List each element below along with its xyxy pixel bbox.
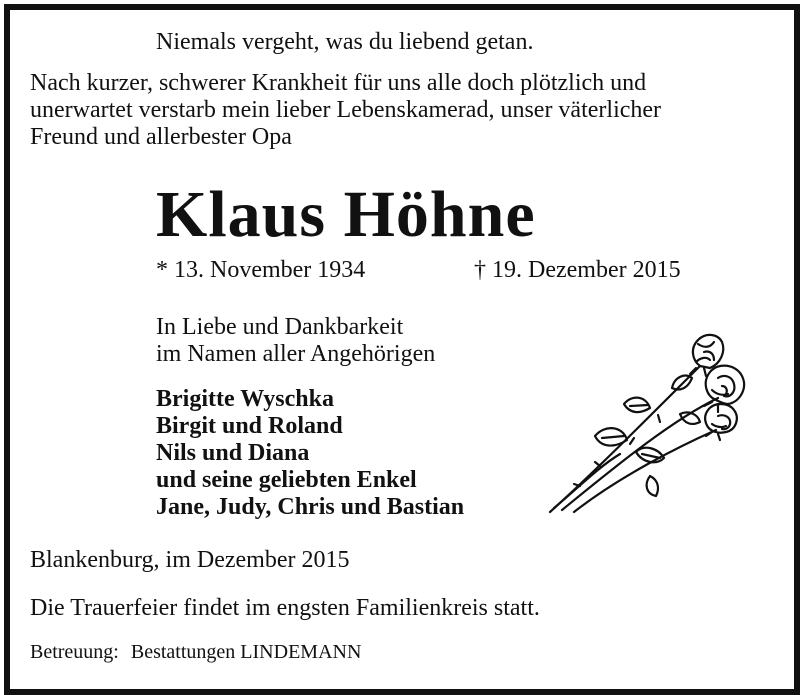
care-line	[30, 642, 361, 662]
intro-paragraph	[30, 70, 760, 151]
ceremony-note: Die Trauerfeier findet im engsten Familienkreis statt.	[30, 595, 540, 621]
relative-name: Jane, Judy, Chris und Bastian	[156, 494, 465, 520]
gratitude-line: In Liebe und Dankbarkeit	[156, 314, 404, 340]
intro-line: Freund und allerbester Opa	[30, 124, 292, 150]
death-date: † 19. Dezember 2015	[474, 257, 681, 283]
relative-name: Nils und Diana	[156, 440, 310, 466]
relative-name: Brigitte Wyschka	[156, 386, 334, 412]
relative-name: Birgit und Roland	[156, 413, 343, 439]
care-label: Betreuung:	[30, 641, 119, 663]
relative-name: und seine geliebten Enkel	[156, 467, 417, 493]
place-and-date: Blankenburg, im Dezember 2015	[30, 547, 350, 573]
motto-line: Niemals vergeht, was du liebend getan.	[156, 29, 534, 55]
gratitude-block	[156, 314, 435, 368]
care-provider: Bestattungen LINDEMANN	[130, 641, 362, 663]
gratitude-line: im Namen aller Angehörigen	[156, 341, 436, 367]
intro-line: unerwartet verstarb mein lieber Lebenskamerad, unser väterlicher	[30, 97, 662, 123]
rose-bouquet-icon	[540, 326, 760, 526]
birth-date: * 13. November 1934	[156, 257, 366, 283]
deceased-name: Klaus Höhne	[156, 178, 536, 251]
intro-line: Nach kurzer, schwerer Krankheit für uns alle doch plötzlich und	[30, 70, 647, 96]
relatives-list	[156, 386, 464, 521]
